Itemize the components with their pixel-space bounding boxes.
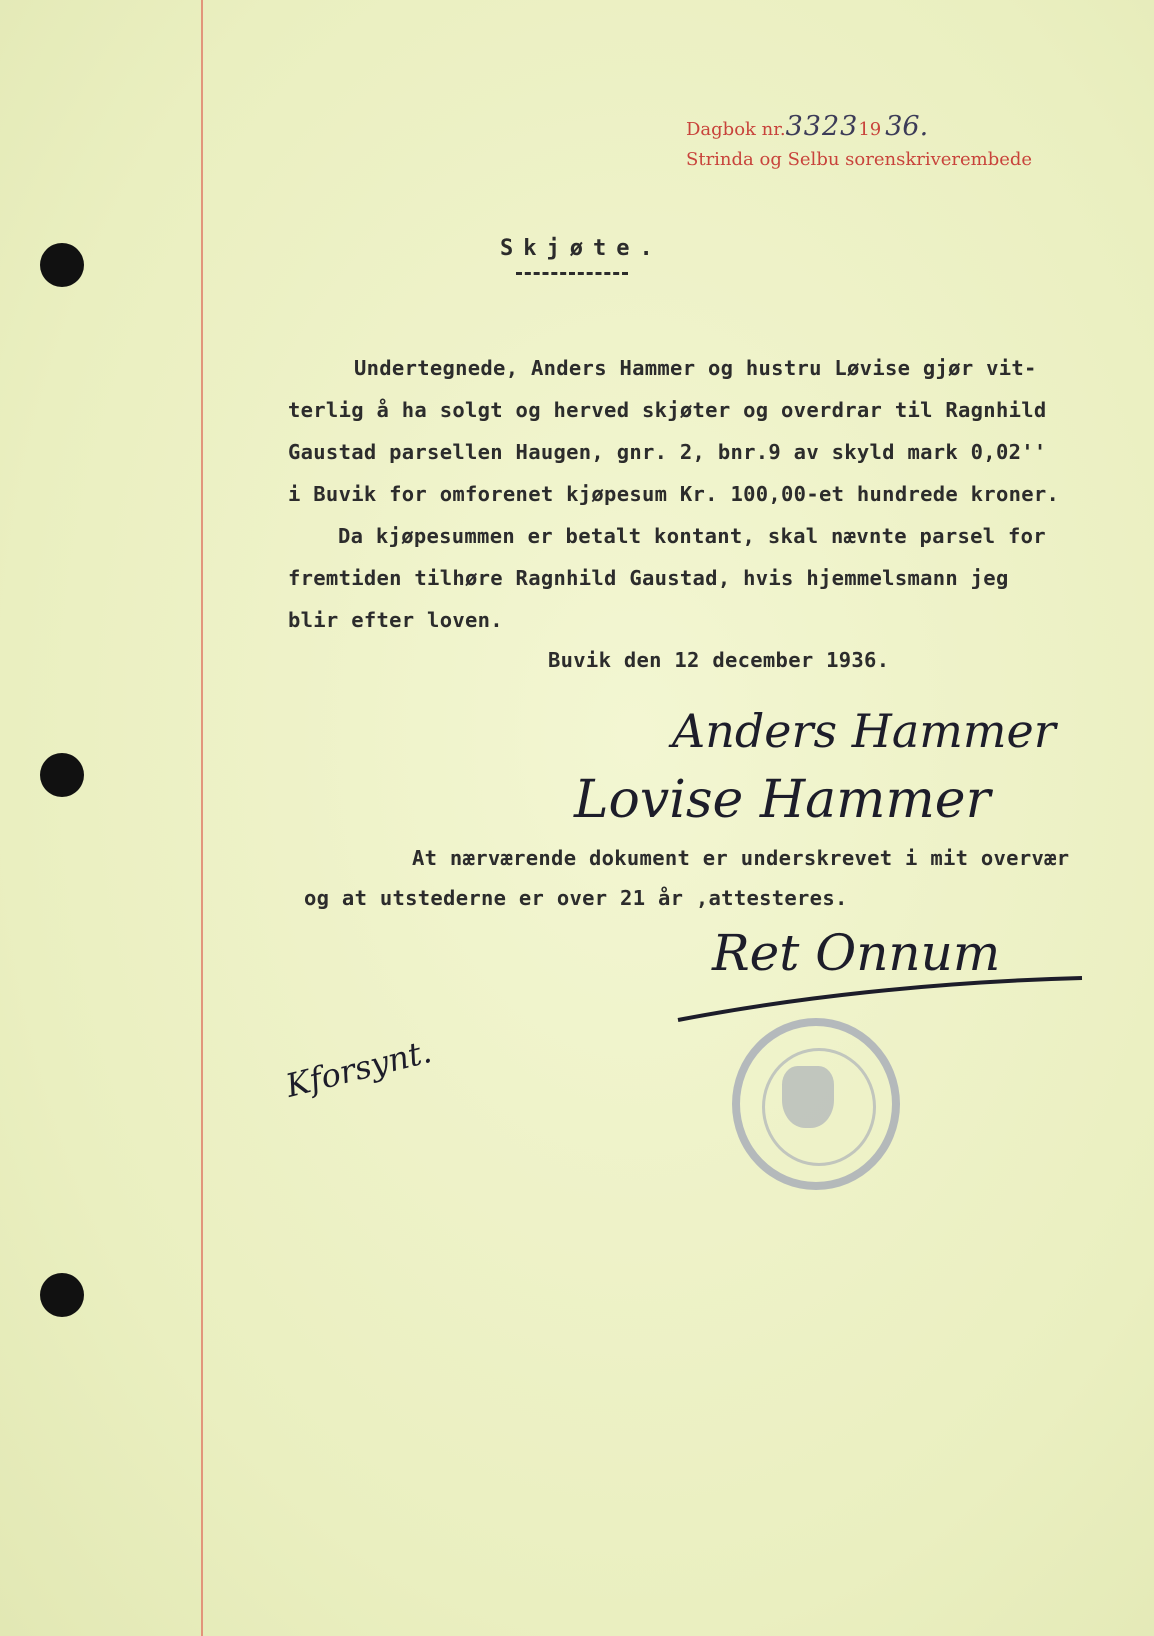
body-line: i Buvik for omforenet kjøpesum Kr. 100,00-et hundrede kroner. (288, 482, 1060, 506)
dagbok-label: Dagbok nr. (686, 119, 786, 140)
margin-line (201, 0, 203, 1636)
signature-seller-1: Anders Hammer (672, 704, 1056, 758)
body-line: Da kjøpesummen er betalt kontant, skal nævnte parsel for (338, 524, 1046, 548)
body-line: Undertegnede, Anders Hammer og hustru Løvise gjør vit- (354, 356, 1037, 380)
year-suffix: 36. (885, 111, 929, 142)
dagbok-number: 3323 (785, 111, 859, 142)
signature-flourish (672, 968, 1092, 1028)
attestation-line: og at utstederne er over 21 år ,attesteres. (304, 886, 848, 910)
office-name: Strinda og Selbu sorenskriverembede (686, 149, 1033, 170)
document-title: Skjøte. (500, 236, 663, 261)
witness-signature: Ret Onnum (712, 924, 1001, 982)
punch-hole-middle (40, 753, 84, 797)
official-seal (732, 1018, 900, 1190)
body-line: blir efter loven. (288, 608, 503, 632)
header-stamp (686, 112, 1032, 175)
body-line: fremtiden tilhøre Ragnhild Gaustad, hvis hjemmelsmann jeg (288, 566, 1009, 590)
place-date: Buvik den 12 december 1936. (548, 648, 890, 672)
dagbok-line (686, 112, 1032, 145)
attestation-line: At nærværende dokument er underskrevet i mit overvær (412, 846, 1070, 870)
body-line: terlig å ha solgt og herved skjøter og overdrar til Ragnhild (288, 398, 1047, 422)
margin-note: Kforsynt. (282, 1032, 436, 1105)
year-prefix: 19 (858, 119, 882, 140)
body-line: Gaustad parsellen Haugen, gnr. 2, bnr.9 av skyld mark 0,02'' (288, 440, 1047, 464)
punch-hole-bottom (40, 1273, 84, 1317)
title-underline (516, 272, 628, 275)
seal-crest (782, 1066, 834, 1128)
punch-hole-top (40, 243, 84, 287)
signature-seller-2: Lovise Hammer (574, 770, 991, 830)
